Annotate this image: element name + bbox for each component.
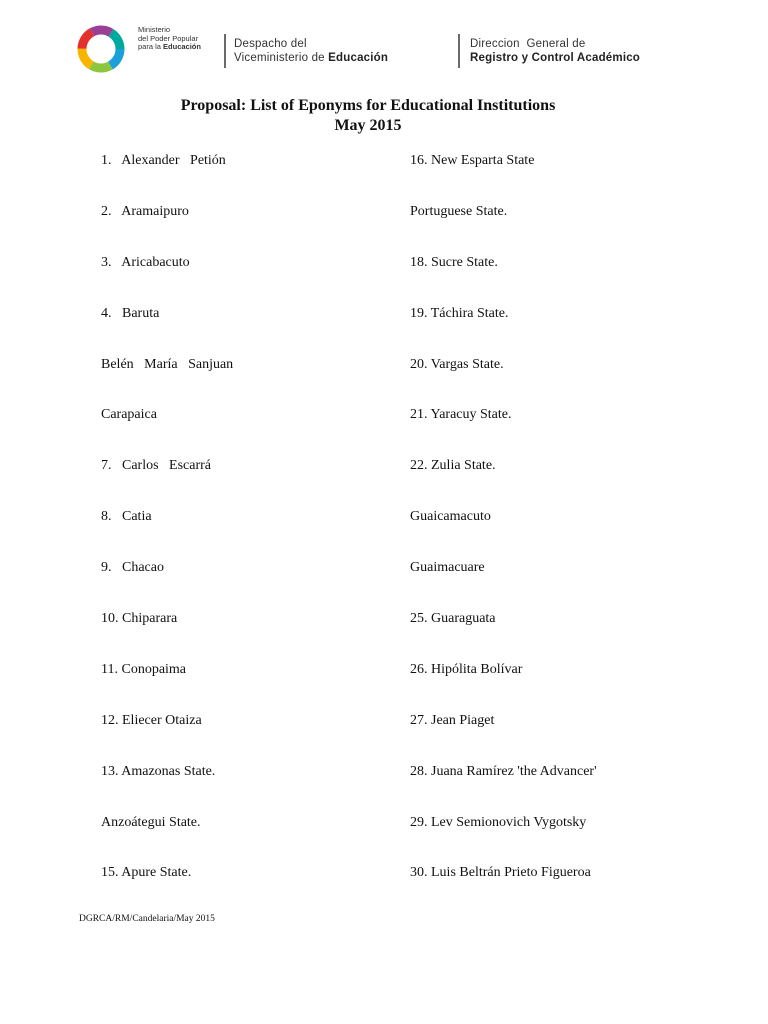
ministry-line-1: Ministerio	[138, 25, 171, 34]
eponym-list-left	[101, 151, 233, 914]
list-item: 8. Catia	[101, 509, 152, 525]
title-line-1: Proposal: List of Eponyms for Educational Institutions	[180, 97, 556, 114]
list-item: 20. Vargas State.	[410, 356, 504, 372]
list-item: Portuguese State.	[410, 203, 508, 219]
header-separator	[224, 34, 226, 68]
list-item: 11. Conopaima	[101, 661, 187, 677]
list-item: 2. Aramaipuro	[101, 203, 189, 219]
vice-line-2-prefix: Viceministerio de	[234, 52, 329, 64]
list-item: 22. Zulia State.	[410, 458, 496, 474]
list-item: 15. Apure State.	[101, 865, 192, 881]
directorate-line-2: Registro y Control Académico	[470, 52, 641, 64]
list-item: 27. Jean Piaget	[410, 712, 495, 728]
vice-line-1: Despacho del	[234, 38, 307, 50]
list-item: Belén María Sanjuan	[101, 356, 234, 372]
title-line-2: May 2015	[334, 117, 402, 134]
list-item: 26. Hipólita Bolívar	[410, 661, 523, 677]
ministry-name	[138, 26, 201, 52]
list-item: 28. Juana Ramírez 'the Advancer'	[410, 763, 597, 779]
header-separator	[458, 34, 460, 68]
list-item: Anzoátegui State.	[101, 814, 201, 830]
list-item: 21. Yaracuy State.	[410, 407, 512, 423]
list-item: 12. Eliecer Otaiza	[101, 712, 202, 728]
vice-line-2	[234, 51, 388, 65]
eponym-list-right	[410, 151, 597, 914]
ministry-line-3-bold: Educación	[163, 42, 201, 51]
ministry-line-3	[138, 43, 201, 52]
list-item: 3. Aricabacuto	[101, 254, 190, 270]
list-item: Carapaica	[101, 407, 157, 423]
list-item: 25. Guaraguata	[410, 611, 496, 627]
list-item: 7. Carlos Escarrá	[101, 458, 212, 474]
ministry-line-3-prefix: para la	[138, 42, 164, 51]
list-item: 10. Chiparara	[101, 611, 178, 627]
ministry-line-2: del Poder Popular	[138, 33, 199, 43]
list-item: 16. New Esparta State	[410, 153, 535, 168]
list-item: 4. Baruta	[101, 305, 160, 321]
vice-line-2-bold: Educación	[328, 52, 389, 64]
list-item: 29. Lev Semionovich Vygotsky	[410, 814, 587, 830]
list-item: 18. Sucre State.	[410, 254, 498, 270]
ministry-logo-icon	[74, 24, 132, 74]
list-item: Guaicamacuto	[410, 509, 491, 525]
document-footer: DGRCA/RM/Candelaria/May 2015	[79, 914, 215, 924]
list-item: 30. Luis Beltrán Prieto Figueroa	[410, 865, 591, 881]
directorate-block	[470, 37, 640, 65]
list-item: 9. Chacao	[101, 560, 164, 576]
list-item: Guaimacuare	[410, 560, 485, 576]
directorate-line-1: Direccion General de	[470, 38, 586, 50]
vice-ministry-block	[234, 37, 388, 65]
letterhead	[74, 20, 694, 76]
list-item: 19. Táchira State.	[410, 305, 509, 321]
list-item: 1. Alexander Petión	[101, 153, 226, 168]
document-title	[0, 96, 736, 136]
list-item: 13. Amazonas State.	[101, 763, 216, 779]
